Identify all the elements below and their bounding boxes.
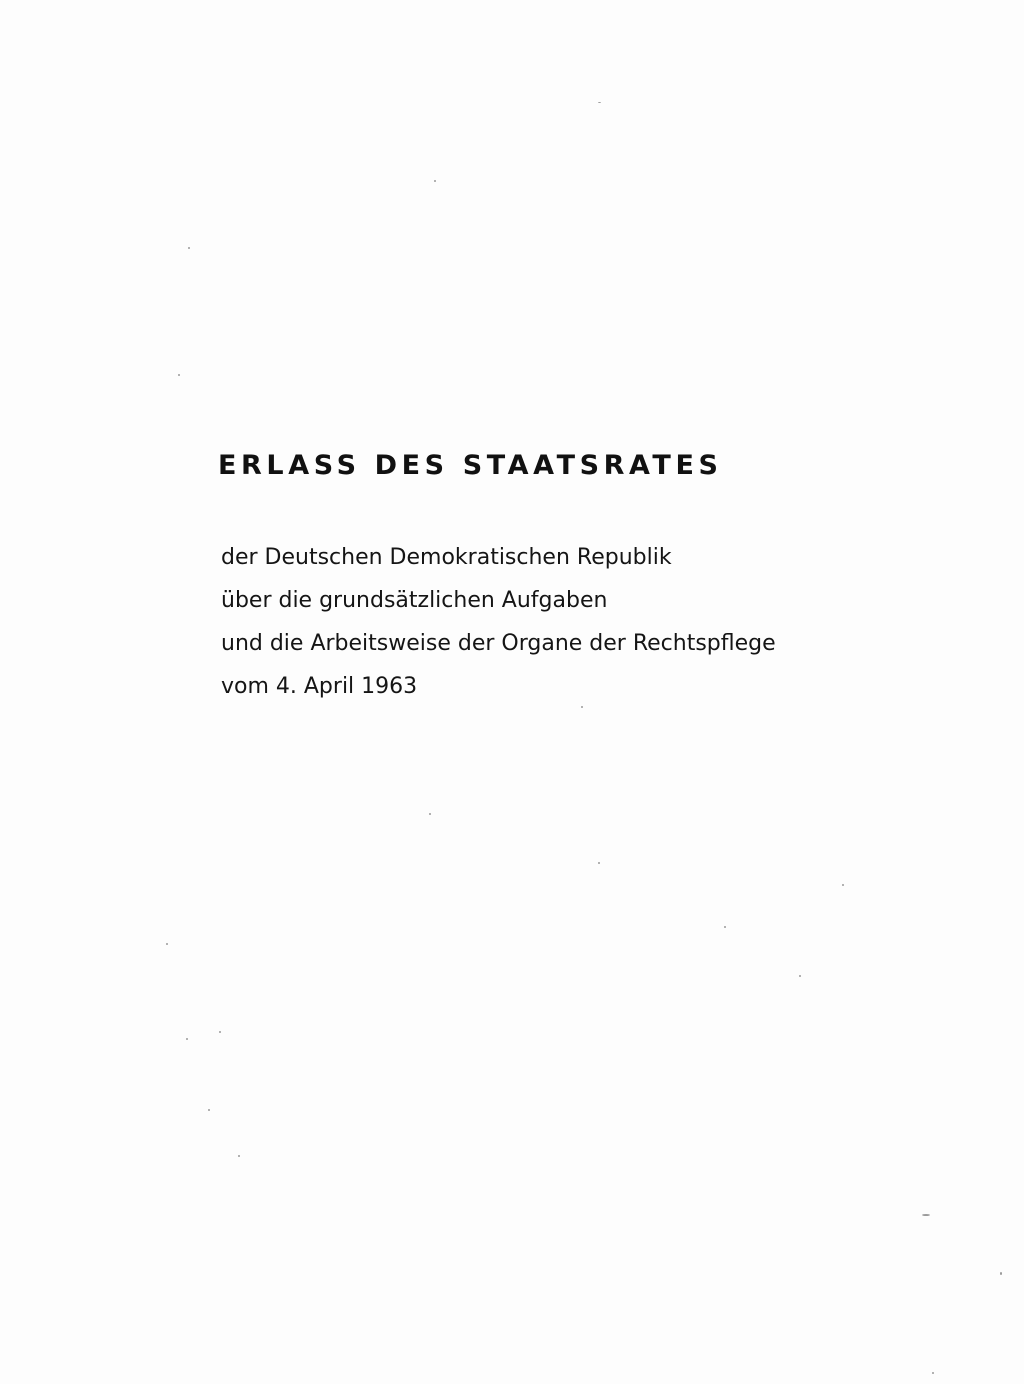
subtitle-line-subject: über die grundsätzlichen Aufgaben	[221, 588, 608, 613]
scan-speck	[166, 943, 168, 945]
scan-speck	[581, 706, 583, 708]
subtitle-line-scope: und die Arbeitsweise der Organe der Rechtspflege	[221, 631, 776, 656]
scan-speck	[434, 180, 436, 182]
scan-speck	[429, 813, 431, 815]
decree-subtitle	[221, 540, 776, 712]
scan-speck	[219, 1031, 221, 1033]
scan-speck	[238, 1155, 240, 1157]
scan-speck	[799, 975, 801, 977]
scan-speck	[724, 926, 726, 928]
scan-speck	[598, 102, 601, 103]
decree-title: ERLASS DES STAATSRATES	[218, 450, 723, 481]
scan-speck	[188, 247, 190, 249]
scan-speck	[208, 1109, 210, 1111]
subtitle-line-issuer: der Deutschen Demokratischen Republik	[221, 545, 672, 570]
scan-speck	[186, 1038, 188, 1040]
scan-speck	[598, 862, 600, 864]
scan-speck	[842, 884, 844, 886]
subtitle-line-date: vom 4. April 1963	[221, 674, 418, 699]
scan-speck	[932, 1372, 934, 1374]
scan-speck	[922, 1214, 930, 1216]
scan-speck	[178, 374, 180, 376]
scan-speck	[1000, 1272, 1002, 1275]
